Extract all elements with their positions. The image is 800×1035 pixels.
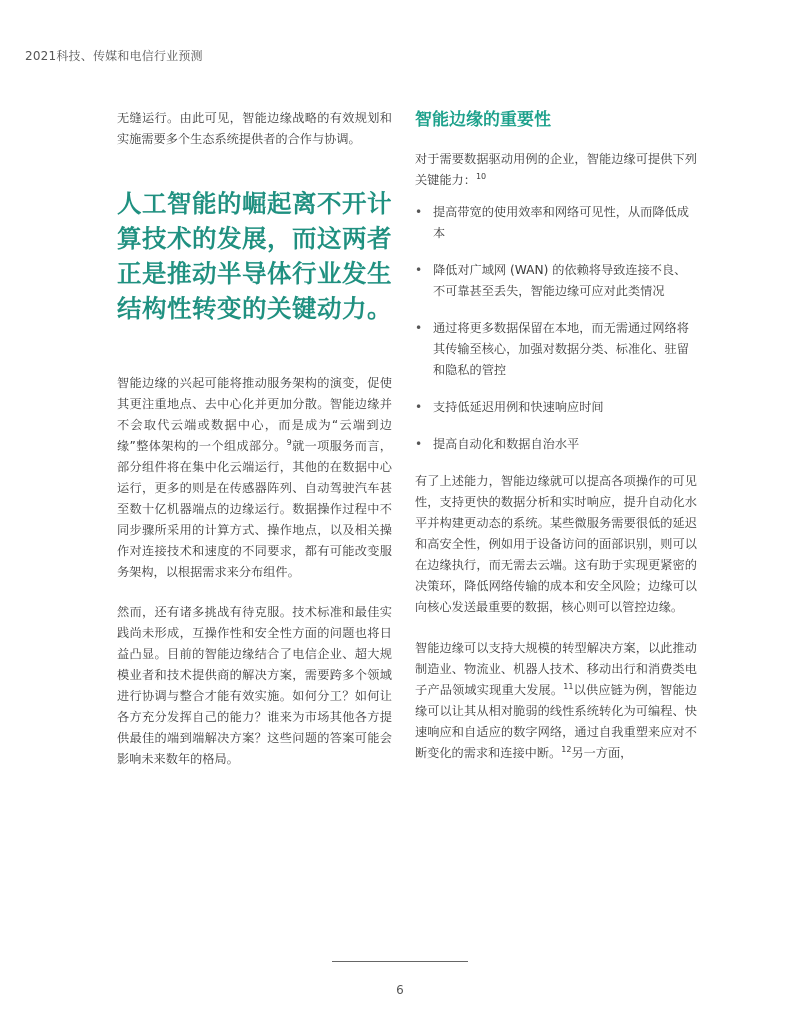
footer-divider: [332, 961, 468, 962]
right-column: [415, 108, 697, 764]
footnote-ref-11: 11: [563, 681, 574, 691]
list-item: • 支持低延迟用例和快速响应时间: [415, 397, 697, 418]
capability-list: [415, 202, 697, 455]
section-heading: 智能边缘的重要性: [415, 110, 551, 130]
right-paragraph-3-text-c: 另一方面，: [571, 746, 633, 760]
right-paragraph-2: 有了上述能力，智能边缘就可以提高各项操作的可见性，支持更快的数据分析和实时响应，提升自动化水平并构建更动态的系统。某些微服务需要很低的延迟和高安全性，例如用于设备访问的面部识别，则可以在边缘执行，而无需去云端。这有助于实现更紧密的决策环，降低网络传输的成本和安全风险；边缘可以向核心发送最重要的数据，核心则可以管控边缘。: [415, 474, 697, 614]
left-paragraph-2-text-b: 就一项服务而言，部分组件将在集中化云端运行，其他的在数据中心运行，更多的则是在传感器阵列、自动驾驶汽车甚至数十亿机器端点的边缘运行。数据操作过程中不同步骤所采用的计算方式、操作地点，以及相关操作对连接技术和速度的不同要求，都有可能改变服务架构，以根据需求来分布组件。: [117, 439, 392, 579]
list-item: • 提高自动化和数据自治水平: [415, 434, 697, 455]
list-item: • 提高带宽的使用效率和网络可见性，从而降低成本: [415, 202, 697, 244]
pull-quote: 人工智能的崛起离不开计算技术的发展，而这两者正是推动半导体行业发生结构性转变的关键动力。: [117, 189, 392, 323]
right-intro-text: 对于需要数据驱动用例的企业，智能边缘可提供下列关键能力：: [415, 152, 697, 187]
right-paragraph-3: [415, 638, 697, 764]
footnote-ref-12: 12: [561, 744, 572, 754]
left-paragraph-2-text-a: 智能边缘的兴起可能将推动服务架构的演变，促使其更注重地点、去中心化并更加分散。智能边缘并不会取代云端或数据中心，而是成为“云端到边缘”整体架构的一个组成部分。: [117, 376, 392, 453]
right-paragraph-3-text-a: 智能边缘可以支持大规模的转型解决方案，以此推动制造业、物流业、机器人技术、移动出行和消费类电子产品领域实现重大发展。: [415, 641, 697, 697]
list-item: • 降低对广域网 (WAN) 的依赖将导致连接不良、不可靠甚至丢失，智能边缘可应对此类情况: [415, 260, 697, 302]
right-paragraph-3-text-b: 以供应链为例，智能边缘可以让其从相对脆弱的线性系统转化为可编程、快速响应和自适应的数字网络，通过自我重塑来应对不断变化的需求和连接中断。: [415, 683, 698, 760]
list-item: • 通过将更多数据保留在本地，而无需通过网络将其传输至核心，加强对数据分类、标准化、驻留和隐私的管控: [415, 318, 697, 381]
document-header: 2021科技、传媒和电信行业预测: [25, 49, 203, 63]
left-paragraph-1: 无缝运行。由此可见，智能边缘战略的有效规划和实施需要多个生态系统提供者的合作与协调。: [117, 111, 392, 146]
page-number: 6: [396, 983, 404, 997]
right-intro: [415, 149, 697, 191]
footnote-ref-9: 9: [286, 437, 292, 447]
left-paragraph-3: 然而，还有诸多挑战有待克服。技术标准和最佳实践尚未形成，互操作性和安全性方面的问题也将日益凸显。目前的智能边缘结合了电信企业、超大规模业者和技术提供商的解决方案，需要跨多个领域进行协调与整合才能有效实施。如何分工？如何让各方充分发挥自己的能力？谁来为市场其他各方提供最佳的端到端解决方案？这些问题的答案可能会影响未来数年的格局。: [117, 605, 392, 766]
footnote-ref-10: 10: [475, 171, 487, 181]
left-paragraph-2: [117, 373, 392, 583]
left-column: [117, 108, 392, 770]
